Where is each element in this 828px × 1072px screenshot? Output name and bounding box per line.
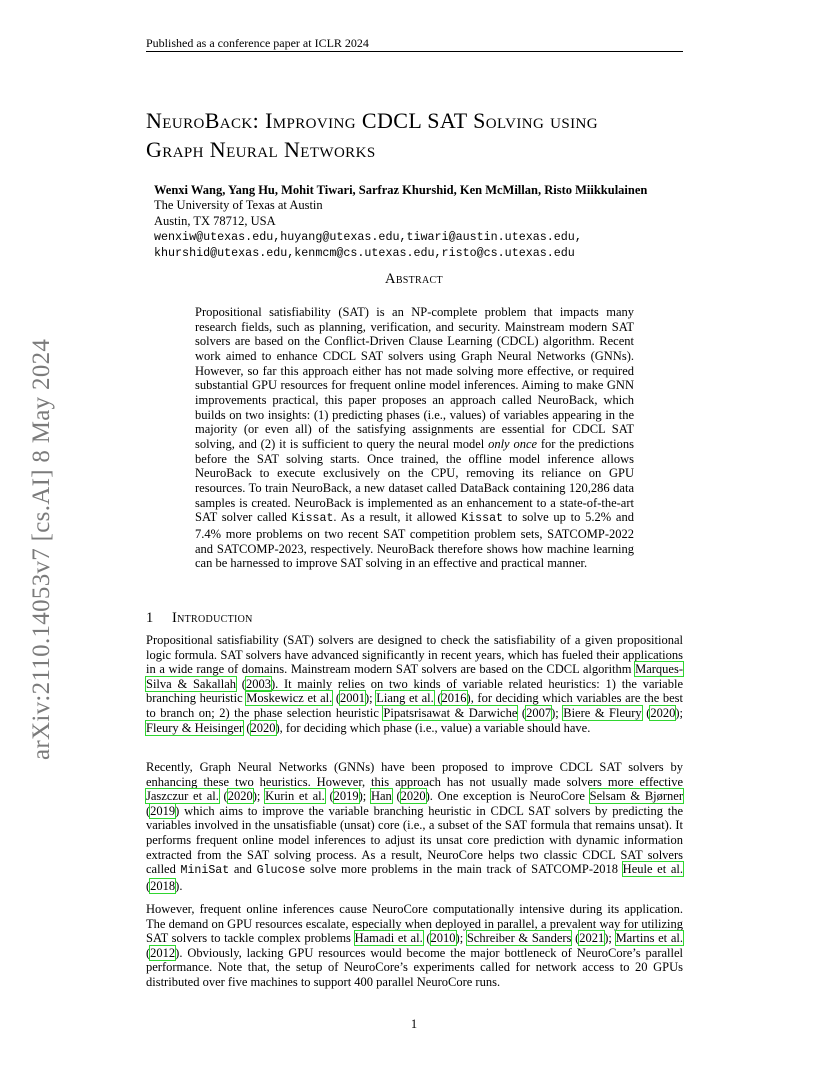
citation-year-link[interactable]: 2020: [250, 720, 276, 735]
paragraph-text: (: [517, 705, 527, 720]
intro-paragraph-3: [146, 902, 683, 990]
paragraph-text: );: [675, 705, 684, 720]
paragraph-text: and: [229, 862, 257, 877]
paper-title: [146, 106, 706, 164]
citation-year-link[interactable]: 2019: [333, 789, 359, 804]
citation-link[interactable]: Moskewicz et al.: [246, 691, 333, 706]
citation-link[interactable]: Selsam & Bjørner: [589, 789, 684, 804]
intro-paragraph-2: [146, 760, 683, 893]
citation-link[interactable]: Biere & Fleury: [563, 705, 642, 720]
paragraph-text: (: [641, 705, 651, 720]
citation-year-link[interactable]: 2003: [245, 676, 271, 691]
paragraph-text: ). One exception is NeuroCore: [425, 789, 590, 804]
citation-year-link[interactable]: 2020: [227, 789, 253, 804]
section-number: 1: [146, 610, 154, 626]
paragraph-text: (: [236, 676, 246, 691]
paragraph-text: (: [422, 931, 431, 946]
paragraph-text: );: [358, 789, 371, 804]
arxiv-stamp-text: arXiv:2110.14053v7 [cs.AI] 8 May 2024: [28, 338, 55, 760]
citation-year-link[interactable]: 2007: [526, 705, 552, 720]
citation-link[interactable]: Han: [370, 789, 392, 804]
paragraph-text: );: [365, 691, 377, 706]
citation-link[interactable]: Martins et al.: [615, 931, 683, 946]
paragraph-text: );: [455, 931, 467, 946]
paragraph-text: (: [332, 691, 340, 706]
affiliation: [154, 198, 323, 229]
affiliation-line-1: The University of Texas at Austin: [154, 198, 323, 212]
citation-year-link[interactable]: 2021: [579, 931, 605, 946]
title-line-1: NeuroBack: Improving CDCL SAT Solving using: [146, 108, 598, 133]
code-kissat: Kissat: [461, 512, 504, 526]
paragraph-text: ). Obviously, lacking GPU resources would become the major bottleneck of NeuroCore’s parallel performance. Note that, the setup of NeuroCore’s experiments called for network access to 20 GPUs distributed over five machines to support 400 parallel NeuroCore runs.: [146, 945, 683, 989]
paragraph-text: );: [604, 931, 616, 946]
paragraph-text: (: [243, 720, 251, 735]
citation-link[interactable]: Kurin et al.: [265, 789, 325, 804]
paragraph-text: (: [571, 931, 580, 946]
intro-paragraph-1: [146, 633, 683, 735]
citation-year-link[interactable]: 2018: [150, 878, 176, 893]
paragraph-text: ), for deciding which phase (i.e., value) a variable should have.: [275, 720, 591, 735]
paragraph-text: ), for deciding which variables are the best to branch on; 2) the phase selection heuristic: [146, 691, 683, 720]
citation-link[interactable]: Marques-Silva & Sakallah: [146, 662, 683, 691]
paragraph-text: (: [146, 945, 151, 960]
code-kissat: Kissat: [291, 512, 334, 526]
citation-year-link[interactable]: 2020: [650, 705, 676, 720]
author-list: Wenxi Wang, Yang Hu, Mohit Tiwari, Sarfraz Khurshid, Ken McMillan, Risto Miikkulainen: [154, 183, 648, 197]
citation-year-link[interactable]: 2019: [150, 803, 176, 818]
citation-year-link[interactable]: 2016: [441, 691, 467, 706]
citation-year-link[interactable]: 2020: [400, 789, 426, 804]
citation-year-link[interactable]: 2012: [150, 945, 176, 960]
abstract-text: for the predictions before the SAT solving starts. Once trained, the offline model inference allows NeuroBack to execute exclusively on the CPU, removing its reliance on GPU resources. To train NeuroBack, a new dataset called DataBack containing 120,286 data samples is created. NeuroBack is implemented as an enhancement to a state-of-the-art SAT solver called: [195, 436, 634, 525]
running-header: Published as a conference paper at ICLR 2024: [146, 36, 369, 50]
paragraph-text: (: [324, 789, 334, 804]
paragraph-text: ). It mainly relies on two kinds of variable related heuristics: 1) the variable branching heuristic: [146, 676, 683, 706]
emails-line-1: wenxiw@utexas.edu,huyang@utexas.edu,tiwari@austin.utexas.edu,: [154, 230, 582, 244]
emails-line-2: khurshid@utexas.edu,kenmcm@cs.utexas.edu,risto@cs.utexas.edu: [154, 246, 575, 260]
paragraph-text: );: [551, 705, 564, 720]
author-emails: [154, 229, 582, 261]
code-minisat: MiniSat: [180, 864, 230, 878]
abstract-emphasis: only once: [488, 436, 538, 451]
citation-link[interactable]: Schreiber & Sanders: [466, 931, 572, 946]
paragraph-text: );: [252, 789, 266, 804]
citation-link[interactable]: Fleury & Heisinger: [146, 720, 244, 735]
citation-link[interactable]: Pipatsrisawat & Darwiche: [383, 705, 518, 720]
page-number: 1: [410, 1017, 418, 1031]
title-line-2: Graph Neural Networks: [146, 137, 376, 162]
citation-year-link[interactable]: 2010: [430, 931, 456, 946]
paragraph-text: Recently, Graph Neural Networks (GNNs) have been proposed to improve CDCL SAT solvers by enhancing these two heuristics. However, this approach has not usually made solvers more effective: [146, 760, 683, 789]
paragraph-text: Propositional satisfiability (SAT) solvers are designed to check the satisfiability of a given propositional logic formula. SAT solvers have advanced significantly in recent years, which has fueled their applications in a wide range of domains. Mainstream modern SAT solvers are based on the CDCL algorithm: [146, 633, 683, 677]
citation-link[interactable]: Hamadi et al.: [354, 931, 423, 946]
citation-link[interactable]: Heule et al.: [622, 862, 684, 877]
abstract-body: [195, 305, 634, 571]
section-heading-introduction: [146, 610, 253, 627]
paragraph-text: (: [146, 878, 151, 893]
citation-link[interactable]: Jaszczur et al.: [146, 789, 219, 804]
citation-year-link[interactable]: 2001: [340, 691, 365, 706]
abstract-text: to solve up to 5.2% and 7.4% more problems on two recent SAT competition problem sets, SATCOMP-2022 and SATCOMP-2023, respectively. NeuroBack therefore shows how machine learning can be harnessed to improve SAT solving in an effective and practical manner.: [195, 510, 634, 571]
citation-link[interactable]: Liang et al.: [376, 691, 434, 706]
abstract-heading: Abstract: [385, 271, 443, 287]
affiliation-line-2: Austin, TX 78712, USA: [154, 213, 276, 228]
section-title: Introduction: [172, 610, 253, 626]
code-glucose: Glucose: [256, 864, 306, 878]
paragraph-text: ).: [175, 878, 183, 893]
paragraph-text: (: [391, 789, 401, 804]
abstract-text: Propositional satisfiability (SAT) is an NP-complete problem that impacts many research fields, such as planning, verification, and security. Mainstream modern SAT solvers are based on the Conflict-Driven Clause Learning (CDCL) algorithm. Recent work aimed to enhance CDCL SAT solvers using Graph Neural Networks (GNNs). However, so far this approach either has not made solving more effective, or required substantial GPU resources for frequent online model inferences. Aiming to make GNN improvements practical, this paper proposes an approach called NeuroBack, which builds on two insights: (1) predicting phases (i.e., values) of variables appearing in the majority (or even all) of the satisfying assignments are essential for CDCL SAT solving, and (2) it is sufficient to query the neural model: [195, 305, 634, 451]
abstract-text: . As a result, it allowed: [333, 510, 462, 525]
paragraph-text: (: [146, 803, 151, 818]
paragraph-text: ) which aims to improve the variable branching heuristic in CDCL SAT solvers by predicting the variables involved in the unsatisfiable (unsat) core (i.e., a subset of the SAT formula that remains unsat). It performs frequent online model inferences to adjust its unsat core prediction with dynamic information extracted from the SAT solving process. As a result, NeuroCore helps two classic CDCL SAT solvers called: [146, 803, 683, 877]
paragraph-text: (: [433, 691, 442, 706]
paragraph-text: solve more problems in the main track of SATCOMP-2018: [305, 862, 623, 877]
paragraph-text: (: [218, 789, 228, 804]
paragraph-text: However, frequent online inferences cause NeuroCore computationally intensive during its application. The demand on GPU resources escalate, especially when deployed in parallel, a prevalent way for utilizing SAT solvers to tackle complex problems: [146, 902, 683, 946]
header-rule: [146, 51, 683, 52]
